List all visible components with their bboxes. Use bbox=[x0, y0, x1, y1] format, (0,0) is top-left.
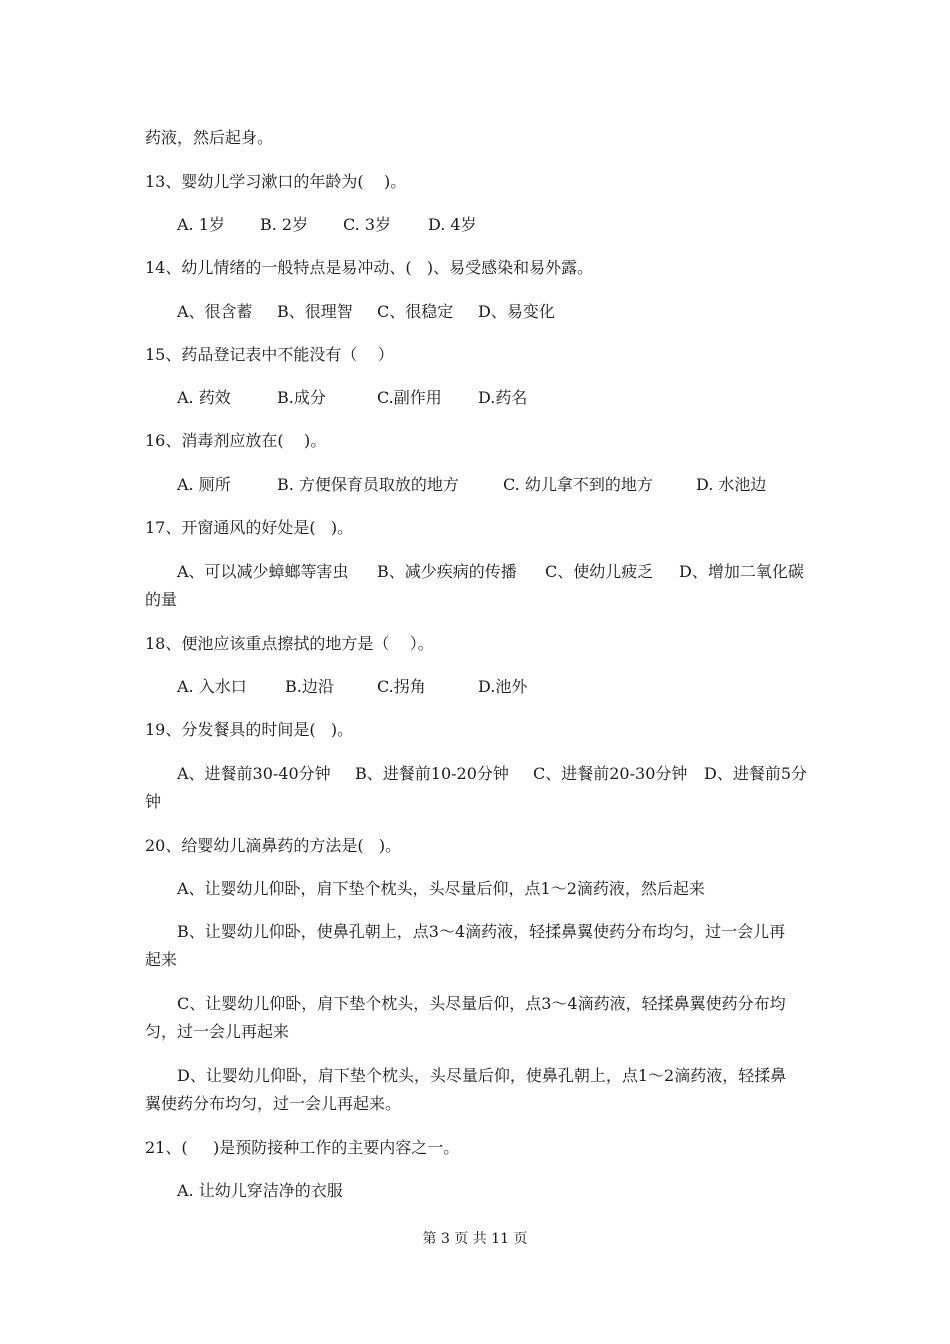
q20-option-c-wrap: 匀，过一会儿再起来 bbox=[145, 1022, 290, 1041]
question-18: 18、便池应该重点擦拭的地方是（ ）。 bbox=[145, 634, 434, 653]
q18-option-b: B.边沿 bbox=[285, 677, 334, 696]
q20-option-a: A、让婴幼儿仰卧，肩下垫个枕头，头尽量后仰，点1～2滴药液，然后起来 bbox=[177, 879, 705, 898]
q20-option-c: C、让婴幼儿仰卧，肩下垫个枕头，头尽量后仰，点3～4滴药液，轻揉鼻翼使药分布均 bbox=[177, 994, 786, 1013]
q17-option-c: C、使幼儿疲乏 bbox=[545, 562, 654, 581]
q17-option-d: D、增加二氧化碳 bbox=[679, 562, 804, 581]
q19-option-d: D、进餐前5分 bbox=[704, 764, 808, 783]
q18-option-a: A. 入水口 bbox=[177, 677, 247, 696]
q13-option-d: D. 4岁 bbox=[428, 215, 477, 234]
page-footer: 第 3 页 共 11 页 bbox=[422, 1231, 528, 1247]
question-15: 15、药品登记表中不能没有（ ） bbox=[145, 345, 394, 364]
q13-option-a: A. 1岁 bbox=[177, 215, 225, 234]
q20-option-d-wrap: 翼使药分布均匀，过一会儿再起来。 bbox=[145, 1094, 402, 1113]
q16-option-b: B. 方便保育员取放的地方 bbox=[277, 475, 459, 494]
q16-option-d: D. 水池边 bbox=[696, 475, 767, 494]
question-17: 17、开窗通风的好处是( )。 bbox=[145, 518, 354, 537]
q15-option-a: A. 药效 bbox=[177, 388, 231, 407]
q20-option-d: D、让婴幼儿仰卧，肩下垫个枕头，头尽量后仰，使鼻孔朝上，点1～2滴药液，轻揉鼻 bbox=[177, 1066, 787, 1085]
question-20: 20、给婴幼儿滴鼻药的方法是( )。 bbox=[145, 836, 402, 855]
q14-option-d: D、易变化 bbox=[478, 302, 555, 321]
question-14: 14、幼儿情绪的一般特点是易冲动、( )、易受感染和易外露。 bbox=[145, 258, 594, 277]
q15-option-b: B.成分 bbox=[277, 388, 326, 407]
q14-option-b: B、很理智 bbox=[277, 302, 353, 321]
q17-option-a: A、可以减少蟑螂等害虫 bbox=[177, 562, 349, 581]
q15-option-d: D.药名 bbox=[478, 388, 528, 407]
q18-option-c: C.拐角 bbox=[377, 677, 426, 696]
q13-option-b: B. 2岁 bbox=[260, 215, 309, 234]
q19-option-c: C、进餐前20-30分钟 bbox=[533, 764, 688, 783]
q19-option-a: A、进餐前30-40分钟 bbox=[177, 764, 331, 783]
q20-option-b-wrap: 起来 bbox=[145, 950, 178, 969]
question-19: 19、分发餐具的时间是( )。 bbox=[145, 720, 354, 739]
question-21: 21、( )是预防接种工作的主要内容之一。 bbox=[145, 1138, 460, 1157]
q19-option-d-wrap: 钟 bbox=[145, 792, 162, 811]
q14-option-c: C、很稳定 bbox=[377, 302, 454, 321]
q19-option-b: B、进餐前10-20分钟 bbox=[355, 764, 509, 783]
q16-option-c: C. 幼儿拿不到的地方 bbox=[503, 475, 653, 494]
q20-option-b: B、让婴幼儿仰卧，使鼻孔朝上，点3～4滴药液，轻揉鼻翼使药分布均匀，过一会儿再 bbox=[177, 922, 786, 941]
q14-option-a: A、很含蓄 bbox=[177, 302, 253, 321]
continuation-text: 药液，然后起身。 bbox=[145, 128, 274, 147]
q17-option-b: B、减少疾病的传播 bbox=[377, 562, 517, 581]
q16-option-a: A. 厕所 bbox=[177, 475, 231, 494]
q17-option-d-wrap: 的量 bbox=[145, 590, 178, 609]
q18-option-d: D.池外 bbox=[478, 677, 528, 696]
q13-option-c: C. 3岁 bbox=[343, 215, 392, 234]
q15-option-c: C.副作用 bbox=[377, 388, 442, 407]
question-16: 16、消毒剂应放在( )。 bbox=[145, 431, 327, 450]
q21-option-a: A. 让幼儿穿洁净的衣服 bbox=[177, 1181, 343, 1200]
question-13: 13、婴幼儿学习漱口的年龄为( )。 bbox=[145, 172, 407, 191]
